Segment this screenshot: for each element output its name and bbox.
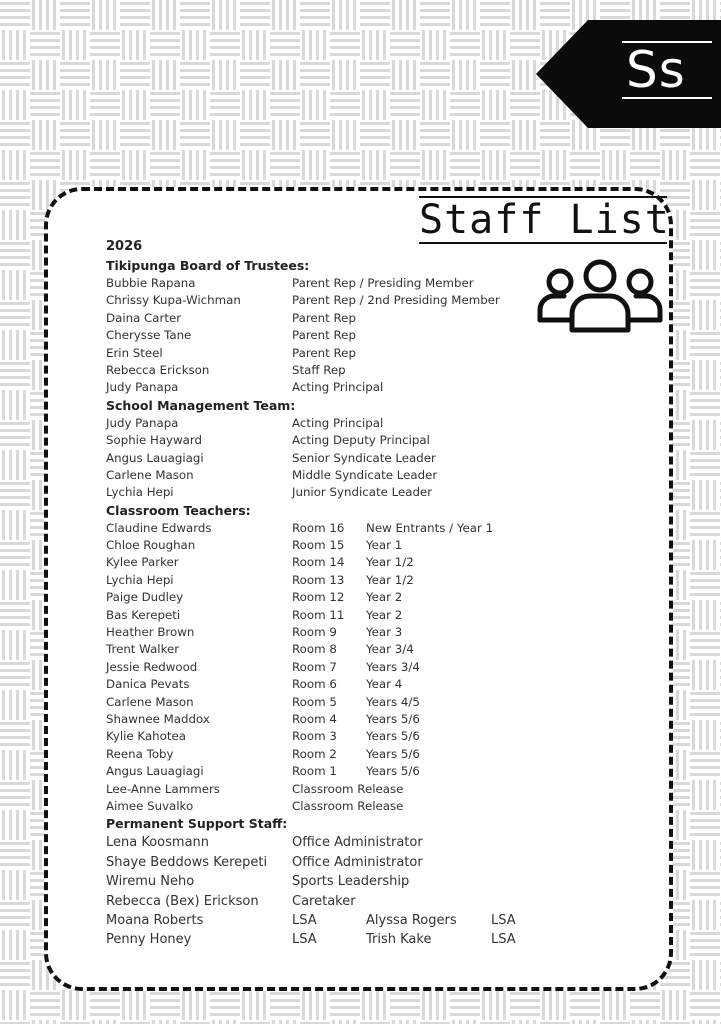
staff-row (106, 292, 646, 309)
staff-row (106, 310, 646, 327)
section-heading: Classroom Teachers: (106, 502, 251, 518)
staff-name: Trent Walker (106, 642, 180, 657)
staff-row (106, 537, 646, 554)
staff-row (106, 676, 646, 693)
staff-role: Sports Leadership (292, 874, 410, 890)
staff-role: Room 9 (292, 625, 337, 640)
staff-name: Paige Dudley (106, 590, 184, 605)
staff-role: Room 6 (292, 677, 337, 692)
staff-role: Middle Syndicate Leader (292, 467, 438, 482)
staff-name: Lychia Hepi (106, 485, 174, 500)
staff-name: Judy Panapa (106, 415, 179, 430)
year-heading: 2026 (106, 239, 143, 254)
staff-role: Room 15 (292, 538, 345, 553)
staff-row (106, 432, 646, 449)
staff-name: Kylie Kahotea (106, 729, 186, 744)
staff-row (106, 275, 646, 292)
staff-row (106, 554, 646, 571)
staff-row (106, 711, 646, 728)
tab-letters: Ss (626, 41, 686, 99)
staff-name: Wiremu Neho (106, 874, 195, 890)
staff-role: Room 13 (292, 572, 345, 587)
staff-row (106, 362, 646, 379)
staff-detail: New Entrants / Year 1 (366, 520, 494, 535)
staff-row (106, 572, 646, 589)
staff-name: Moana Roberts (106, 912, 204, 928)
staff-role: Room 5 (292, 694, 337, 709)
staff-name: Kylee Parker (106, 555, 179, 570)
staff-name: Bubbie Rapana (106, 276, 196, 290)
staff-role: Room 2 (292, 746, 337, 761)
staff-role: Acting Principal (292, 380, 384, 395)
staff-row (106, 853, 646, 872)
staff-detail: Year 2 (366, 590, 403, 605)
staff-row (106, 450, 646, 467)
page-title: Staff List (419, 197, 670, 243)
staff-role: Junior Syndicate Leader (292, 485, 433, 500)
staff-name: Carlene Mason (106, 467, 194, 482)
staff-row (106, 624, 646, 641)
staff-row (106, 694, 646, 711)
staff-row (106, 833, 646, 852)
staff-row (106, 798, 646, 815)
staff-role: Room 14 (292, 555, 345, 570)
staff-role: Staff Rep (292, 362, 346, 377)
staff-row (106, 659, 646, 676)
staff-role: Acting Deputy Principal (292, 433, 430, 448)
staff-name: Judy Panapa (106, 380, 179, 395)
staff-detail: Years 3/4 (366, 659, 420, 674)
staff-detail: Year 3/4 (366, 642, 414, 657)
staff-detail: Years 4/5 (366, 694, 420, 709)
staff-name: Rebecca Erickson (106, 362, 210, 377)
staff-role: Room 4 (292, 711, 337, 726)
staff-role: LSA (292, 932, 317, 948)
staff-detail: Year 1/2 (366, 572, 414, 587)
staff-row (106, 607, 646, 624)
staff-row (106, 781, 646, 798)
staff-name: Penny Honey (106, 932, 192, 948)
staff-detail: Year 4 (366, 677, 403, 692)
staff-detail: Trish Kake (366, 932, 432, 948)
staff-name: Claudine Edwards (106, 520, 212, 535)
staff-name: Bas Kerepeti (106, 607, 181, 622)
staff-name: Angus Lauagiagi (106, 764, 204, 779)
staff-name: Danica Pevats (106, 677, 190, 692)
staff-row (106, 746, 646, 763)
staff-name: Carlene Mason (106, 694, 194, 709)
staff-detail: Years 5/6 (366, 711, 420, 726)
staff-role-2: LSA (491, 912, 516, 928)
staff-name: Aimee Suvalko (106, 798, 194, 813)
section-heading: Permanent Support Staff: (106, 816, 288, 832)
staff-row (106, 872, 646, 891)
staff-row (106, 327, 646, 344)
staff-role: Room 1 (292, 764, 337, 779)
staff-detail: Alyssa Rogers (366, 912, 457, 928)
staff-role: Classroom Release (292, 798, 404, 813)
staff-row (106, 379, 646, 396)
staff-row (106, 415, 646, 432)
staff-row (106, 467, 646, 484)
staff-role: Classroom Release (292, 781, 404, 796)
staff-role: Room 16 (292, 520, 345, 535)
staff-role: Office Administrator (292, 854, 423, 870)
staff-name: Shaye Beddows Kerepeti (106, 854, 268, 870)
staff-detail: Year 3 (366, 625, 403, 640)
staff-row (106, 520, 646, 537)
staff-row (106, 930, 646, 949)
staff-role: Room 8 (292, 642, 337, 657)
staff-role: Senior Syndicate Leader (292, 450, 436, 465)
staff-role: Parent Rep (292, 345, 356, 360)
staff-name: Angus Lauagiagi (106, 450, 204, 465)
staff-role: Parent Rep (292, 310, 356, 325)
staff-role-2: LSA (491, 932, 516, 948)
staff-detail: Year 2 (366, 607, 403, 622)
staff-name: Chloe Roughan (106, 538, 196, 553)
staff-detail: Year 1/2 (366, 555, 414, 570)
staff-name: Chrissy Kupa-Wichman (106, 293, 241, 308)
staff-row (106, 589, 646, 606)
staff-row (106, 484, 646, 501)
staff-detail: Years 5/6 (366, 746, 420, 761)
staff-role: Room 3 (292, 729, 337, 744)
staff-name: Lee-Anne Lammers (106, 781, 220, 796)
staff-role: Room 7 (292, 659, 337, 674)
staff-detail: Years 5/6 (366, 764, 420, 779)
staff-name: Rebecca (Bex) Erickson (106, 893, 259, 909)
staff-list (106, 237, 646, 950)
staff-role: Parent Rep / 2nd Presiding Member (292, 293, 500, 308)
staff-detail: Years 5/6 (366, 729, 420, 744)
staff-row (106, 763, 646, 780)
staff-row (106, 728, 646, 745)
staff-name: Daina Carter (106, 310, 182, 325)
staff-role: Office Administrator (292, 835, 423, 851)
staff-name: Shawnee Maddox (106, 711, 210, 726)
staff-name: Lychia Hepi (106, 572, 174, 587)
staff-row (106, 641, 646, 658)
staff-name: Jessie Redwood (106, 659, 198, 674)
staff-role: Caretaker (292, 893, 356, 909)
staff-role: Parent Rep (292, 328, 356, 343)
section-heading: School Management Team: (106, 397, 296, 413)
staff-role: Parent Rep / Presiding Member (292, 276, 474, 290)
staff-detail: Year 1 (366, 538, 403, 553)
section-heading: Tikipunga Board of Trustees: (106, 258, 310, 273)
staff-role: Acting Principal (292, 415, 384, 430)
staff-role: Room 12 (292, 590, 345, 605)
staff-name: Cherysse Tane (106, 328, 192, 343)
staff-row (106, 892, 646, 911)
staff-role: LSA (292, 912, 317, 928)
staff-name: Heather Brown (106, 625, 195, 640)
staff-name: Erin Steel (106, 345, 163, 360)
staff-name: Lena Koosmann (106, 835, 210, 851)
staff-name: Sophie Hayward (106, 433, 203, 448)
staff-name: Reena Toby (106, 746, 174, 761)
staff-row (106, 911, 646, 930)
staff-role: Room 11 (292, 607, 345, 622)
staff-row (106, 345, 646, 362)
